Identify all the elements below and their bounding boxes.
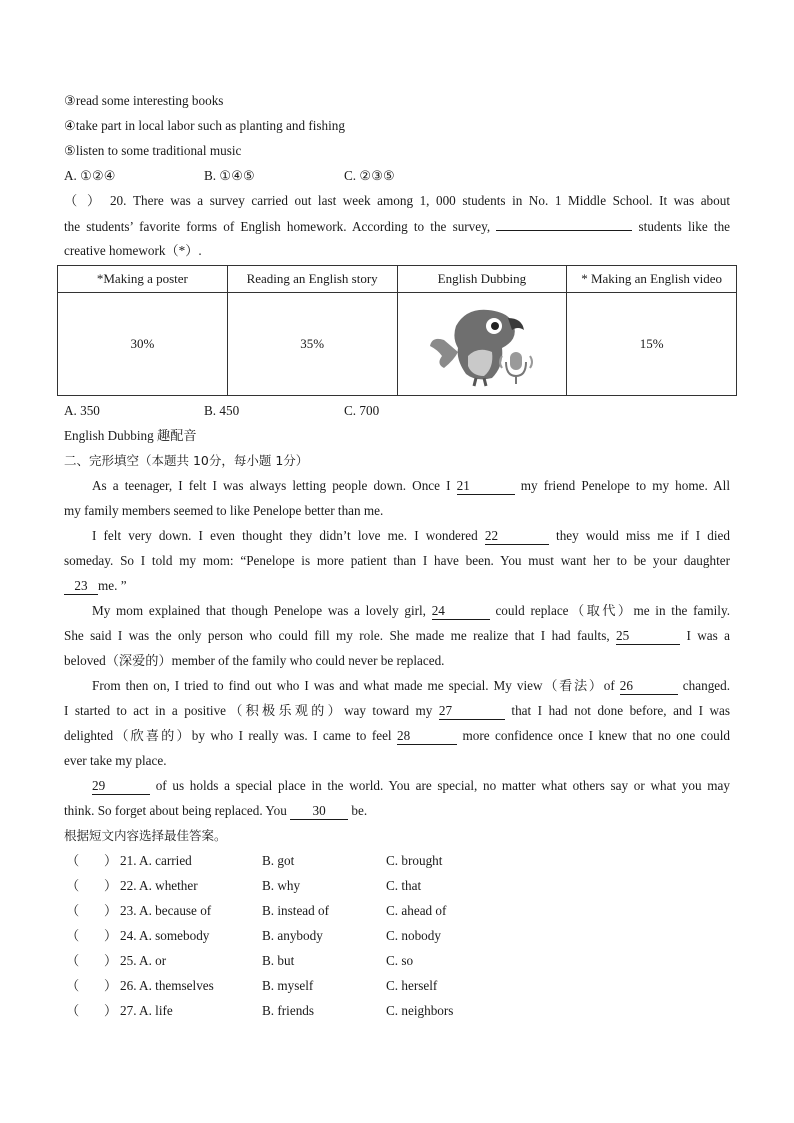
q20-option-c: C. 700 bbox=[344, 403, 380, 418]
q20-option-a: A. 350 bbox=[64, 403, 100, 418]
passage-text: of us holds a special place in the world. You are special, no matter what others say or what you may bbox=[155, 778, 730, 793]
parrot-microphone-icon bbox=[422, 296, 542, 388]
q20-text-3: students like the bbox=[638, 219, 730, 234]
question-option-b: B. instead of bbox=[262, 903, 330, 918]
passage-text: From then on, I tried to find out who I was and what made me special. My view（看法）of bbox=[92, 678, 615, 693]
q20-answer-paren[interactable]: （ ） bbox=[64, 193, 104, 208]
survey-table bbox=[57, 265, 737, 396]
question-option-c: C. neighbors bbox=[386, 1003, 454, 1018]
table-header: English Dubbing bbox=[397, 266, 567, 293]
question-option-b: B. but bbox=[262, 953, 295, 968]
q19-option-b: B. ①④⑤ bbox=[204, 168, 255, 183]
table-header: Reading an English story bbox=[227, 266, 397, 293]
passage-line bbox=[64, 698, 730, 723]
passage-line bbox=[64, 598, 730, 623]
q20-note bbox=[64, 423, 730, 448]
answer-paren-open[interactable]: （ bbox=[66, 1003, 80, 1018]
passage-text: they would miss me if I died bbox=[556, 528, 730, 543]
question-option-b: B. why bbox=[262, 878, 301, 893]
passage-text: that I had not done before, and I was bbox=[511, 703, 730, 718]
answer-paren-open[interactable]: （ bbox=[66, 953, 80, 968]
question-option-a: 22. A. whether bbox=[120, 878, 198, 893]
passage-line: someday. So I told my mom: “Penelope is more patient than I have been. You must want her to be your daughter bbox=[64, 553, 730, 568]
answer-paren-close[interactable]: ） bbox=[104, 853, 118, 868]
question-option-a: 24. A. somebody bbox=[120, 928, 210, 943]
question-option-b: B. myself bbox=[262, 978, 314, 993]
q20-text: 20. There was a survey carried out last week among 1, 000 students in No. 1 Middle School. It was about bbox=[109, 193, 730, 208]
passage-text: think. So forget about being replaced. You bbox=[64, 803, 287, 818]
q20-line-3: creative homework（*）. bbox=[64, 243, 202, 258]
question-row bbox=[64, 848, 730, 873]
passage-line: ever take my place. bbox=[64, 753, 167, 768]
instruction: 根据短文内容选择最佳答案。 bbox=[64, 828, 227, 843]
blank-24[interactable]: 24 bbox=[432, 602, 490, 620]
passage-text: delighted（欣喜的）by who I really was. I came to feel bbox=[64, 728, 392, 743]
question-list bbox=[64, 848, 730, 1023]
question-option-a: 25. A. or bbox=[120, 953, 167, 968]
answer-paren-open[interactable]: （ bbox=[66, 903, 80, 918]
passage-text: As a teenager, I felt I was always letting people down. Once I bbox=[92, 478, 451, 493]
q19-item-5: ⑤listen to some traditional music bbox=[64, 143, 242, 158]
table-cell: 30% bbox=[58, 293, 228, 396]
table-cell: 15% bbox=[567, 293, 737, 396]
passage-text: be. bbox=[351, 803, 368, 818]
answer-paren-open[interactable]: （ bbox=[66, 978, 80, 993]
answer-paren-close[interactable]: ） bbox=[104, 928, 118, 943]
table-header: *Making a poster bbox=[58, 266, 228, 293]
blank-28[interactable]: 28 bbox=[397, 727, 457, 745]
table-header: * Making an English video bbox=[567, 266, 737, 293]
question-row bbox=[64, 873, 730, 898]
q19-options bbox=[64, 163, 730, 188]
question-row bbox=[64, 923, 730, 948]
section-title: 二、完形填空（本题共 10分，每小题 1分） bbox=[64, 453, 309, 468]
question-row bbox=[64, 973, 730, 998]
passage-text: my friend Penelope to my home. All bbox=[520, 478, 730, 493]
passage-text: more confidence once I knew that no one could bbox=[462, 728, 730, 743]
blank-25[interactable]: 25 bbox=[616, 627, 680, 645]
q20-line-2 bbox=[64, 213, 730, 238]
passage-line bbox=[64, 573, 730, 598]
question-option-b: B. got bbox=[262, 853, 295, 868]
passage-line bbox=[64, 623, 730, 648]
passage-line bbox=[64, 798, 730, 823]
exam-page bbox=[64, 88, 730, 1023]
blank-23[interactable]: 23 bbox=[64, 577, 98, 595]
question-option-a: 21. A. carried bbox=[120, 853, 192, 868]
q19-item-4: ④take part in local labor such as planting and fishing bbox=[64, 118, 345, 133]
blank-29[interactable]: 29 bbox=[92, 777, 150, 795]
passage-line bbox=[64, 773, 730, 798]
question-row bbox=[64, 898, 730, 923]
blank-26[interactable]: 26 bbox=[620, 677, 678, 695]
q19-option-c: C. ②③⑤ bbox=[344, 168, 395, 183]
q20-text-2: the students’ favorite forms of English homework. According to the survey, bbox=[64, 219, 491, 234]
answer-paren-close[interactable]: ） bbox=[104, 978, 118, 993]
question-option-c: C. brought bbox=[386, 853, 443, 868]
passage-line bbox=[64, 673, 730, 698]
question-row bbox=[64, 998, 730, 1023]
question-option-b: B. friends bbox=[262, 1003, 315, 1018]
passage-text: I started to act in a positive（积极乐观的）way toward my bbox=[64, 703, 433, 718]
q20-blank[interactable] bbox=[496, 213, 632, 231]
q19-option-a: A. ①②④ bbox=[64, 168, 116, 183]
question-option-a: 27. A. life bbox=[120, 1003, 173, 1018]
blank-30[interactable]: 30 bbox=[290, 802, 348, 820]
question-option-c: C. herself bbox=[386, 978, 438, 993]
answer-paren-open[interactable]: （ bbox=[66, 853, 80, 868]
blank-27[interactable]: 27 bbox=[439, 702, 505, 720]
passage-text: changed. bbox=[682, 678, 730, 693]
question-option-b: B. anybody bbox=[262, 928, 323, 943]
question-option-c: C. that bbox=[386, 878, 422, 893]
question-option-a: 26. A. themselves bbox=[120, 978, 214, 993]
answer-paren-close[interactable]: ） bbox=[104, 878, 118, 893]
passage-line: beloved（深爱的）member of the family who could never be replaced. bbox=[64, 653, 445, 668]
question-option-a: 23. A. because of bbox=[120, 903, 212, 918]
answer-paren-open[interactable]: （ bbox=[66, 878, 80, 893]
passage-line bbox=[64, 523, 730, 548]
note-text: English Dubbing 趣配音 bbox=[64, 428, 197, 443]
passage-text: me. ” bbox=[98, 578, 127, 593]
answer-paren-open[interactable]: （ bbox=[66, 928, 80, 943]
q20-line-1 bbox=[64, 188, 730, 213]
passage-text: could replace（取代）me in the family. bbox=[495, 603, 730, 618]
blank-21[interactable]: 21 bbox=[457, 477, 515, 495]
answer-paren-close[interactable]: ） bbox=[104, 1003, 118, 1018]
answer-paren-close[interactable]: ） bbox=[104, 953, 118, 968]
passage-line bbox=[64, 473, 730, 498]
passage-text: My mom explained that though Penelope was a lovely girl, bbox=[92, 603, 426, 618]
question-option-c: C. so bbox=[386, 953, 414, 968]
q19-item-3: ③read some interesting books bbox=[64, 93, 224, 108]
passage-line: my family members seemed to like Penelope better than me. bbox=[64, 503, 384, 518]
q20-option-b: B. 450 bbox=[204, 403, 240, 418]
table-cell: 35% bbox=[227, 293, 397, 396]
question-row bbox=[64, 948, 730, 973]
passage-text: I felt very down. I even thought they didn’t love me. I wondered bbox=[92, 528, 478, 543]
answer-paren-close[interactable]: ） bbox=[104, 903, 118, 918]
passage-text: She said I was the only person who could fill my role. She made me realize that I had faults, bbox=[64, 628, 610, 643]
blank-22[interactable]: 22 bbox=[485, 527, 549, 545]
question-option-c: C. nobody bbox=[386, 928, 441, 943]
passage-text: I was a bbox=[686, 628, 730, 643]
question-option-c: C. ahead of bbox=[386, 903, 447, 918]
q20-options bbox=[64, 398, 730, 423]
passage-line bbox=[64, 723, 730, 748]
dubbing-parrot-image bbox=[397, 293, 567, 396]
